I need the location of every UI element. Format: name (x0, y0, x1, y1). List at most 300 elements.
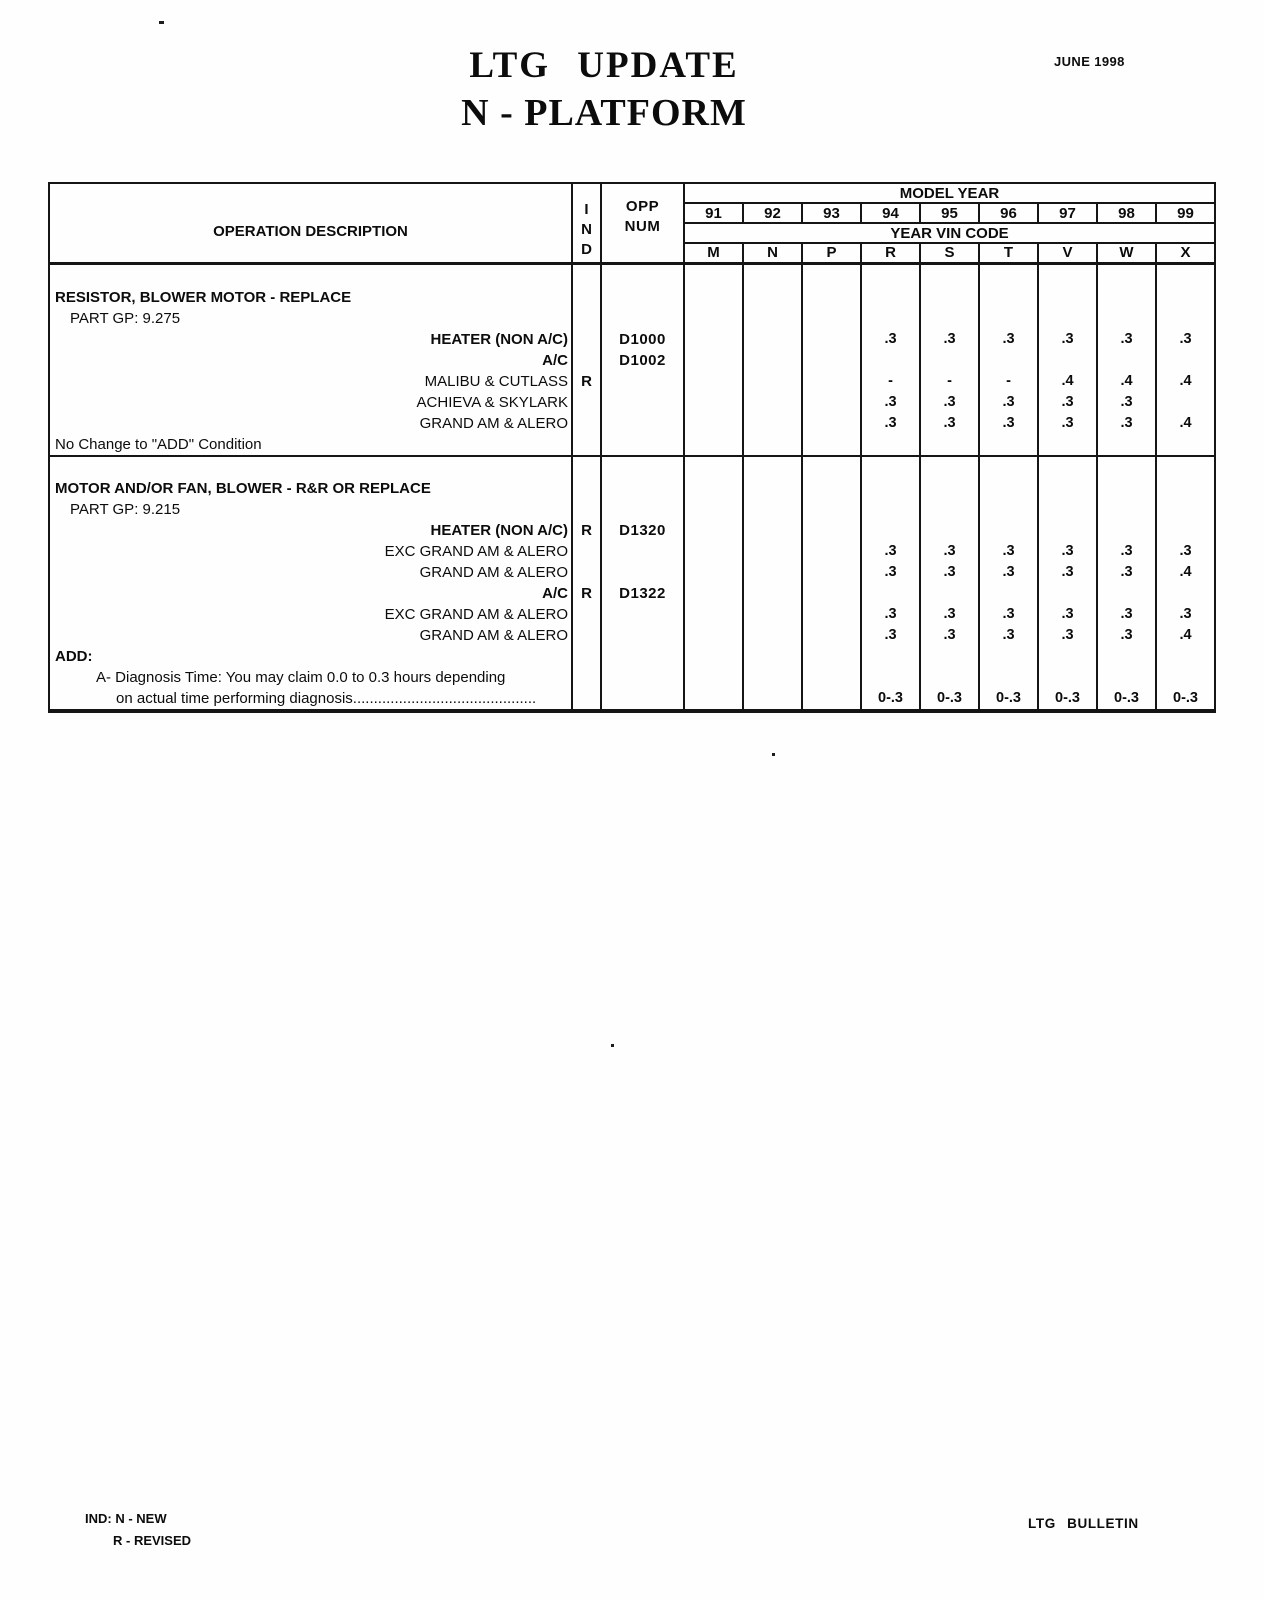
time-value-cell (1038, 263, 1097, 287)
col-header-operation-description: OPERATION DESCRIPTION (49, 183, 572, 263)
time-value-cell: .3 (1097, 625, 1156, 646)
time-value-cell: .3 (979, 541, 1038, 562)
time-value-cell: .3 (1038, 541, 1097, 562)
time-value-cell (802, 434, 861, 456)
opp-num-cell (601, 478, 684, 499)
time-value-cell (1038, 520, 1097, 541)
time-value-cell (802, 392, 861, 413)
time-value-cell (684, 308, 743, 329)
table-row (49, 646, 1215, 667)
opp-num-cell (601, 434, 684, 456)
time-value-cell (684, 688, 743, 711)
time-value-cell: .3 (1038, 604, 1097, 625)
ind-cell (572, 263, 601, 287)
opp-num-cell (601, 604, 684, 625)
ind-cell (572, 456, 601, 478)
model-year-group-header: MODEL YEAR (684, 183, 1215, 203)
time-value-cell: .3 (979, 329, 1038, 350)
time-value-cell (743, 478, 802, 499)
scan-speck (159, 21, 164, 24)
time-value-cell (861, 308, 920, 329)
table-row-blank (49, 263, 1215, 287)
operation-description-cell: GRAND AM & ALERO (49, 413, 572, 434)
time-value-cell (1156, 667, 1215, 688)
time-value-cell (743, 329, 802, 350)
time-value-cell (684, 263, 743, 287)
time-value-cell (684, 667, 743, 688)
opp-num-cell (601, 625, 684, 646)
time-value-cell (861, 434, 920, 456)
time-value-cell: - (979, 371, 1038, 392)
time-value-cell: .4 (1156, 371, 1215, 392)
time-value-cell (1097, 456, 1156, 478)
operation-description-cell: HEATER (NON A/C) (49, 329, 572, 350)
time-value-cell (684, 434, 743, 456)
time-value-cell: 0-.3 (979, 688, 1038, 711)
time-value-cell (802, 625, 861, 646)
time-value-cell (684, 350, 743, 371)
ind-cell: R (572, 520, 601, 541)
operation-description-cell: No Change to "ADD" Condition (49, 434, 572, 456)
time-value-cell (1097, 646, 1156, 667)
col-header-ind (572, 183, 601, 263)
time-value-cell (861, 350, 920, 371)
time-value-cell: .3 (861, 604, 920, 625)
time-value-cell (1038, 434, 1097, 456)
operation-description-cell: PART GP: 9.215 (49, 499, 572, 520)
time-value-cell (920, 434, 979, 456)
time-value-cell (1156, 308, 1215, 329)
time-value-cell: .3 (1097, 541, 1156, 562)
time-value-cell: .3 (861, 413, 920, 434)
time-value-cell (920, 308, 979, 329)
time-value-cell (1038, 646, 1097, 667)
time-value-cell (684, 371, 743, 392)
ind-cell (572, 434, 601, 456)
time-value-cell (743, 604, 802, 625)
ind-cell (572, 413, 601, 434)
time-value-cell (1156, 478, 1215, 499)
time-value-cell: .3 (1156, 329, 1215, 350)
time-value-cell (1038, 667, 1097, 688)
time-value-cell (743, 499, 802, 520)
time-value-cell (861, 263, 920, 287)
time-value-cell (802, 541, 861, 562)
time-value-cell: - (861, 371, 920, 392)
time-value-cell (802, 350, 861, 371)
ind-cell (572, 478, 601, 499)
opp-num-cell (601, 688, 684, 711)
year-header: 92 (743, 203, 802, 223)
vin-code-header: S (920, 243, 979, 263)
time-value-cell: .3 (861, 562, 920, 583)
time-value-cell (743, 413, 802, 434)
time-value-cell: .3 (979, 604, 1038, 625)
time-value-cell (802, 329, 861, 350)
time-value-cell (802, 478, 861, 499)
time-value-cell: .3 (920, 329, 979, 350)
time-value-cell (1156, 287, 1215, 308)
operation-description-cell: A/C (49, 350, 572, 371)
operation-description-cell: EXC GRAND AM & ALERO (49, 541, 572, 562)
ind-cell (572, 392, 601, 413)
table-row-blank (49, 456, 1215, 478)
time-value-cell (743, 646, 802, 667)
time-value-cell (684, 392, 743, 413)
time-value-cell (743, 392, 802, 413)
ind-letter: I (584, 200, 589, 218)
time-value-cell (1097, 499, 1156, 520)
opp-num-cell: D1320 (601, 520, 684, 541)
operation-description-cell: A/C (49, 583, 572, 604)
operation-description-cell: MALIBU & CUTLASS (49, 371, 572, 392)
time-value-cell (979, 456, 1038, 478)
time-value-cell: .3 (920, 413, 979, 434)
time-value-cell (1097, 478, 1156, 499)
table-row (49, 371, 1215, 392)
time-value-cell (802, 562, 861, 583)
time-value-cell (802, 308, 861, 329)
operation-description-cell: ADD: (49, 646, 572, 667)
time-value-cell (1038, 583, 1097, 604)
ind-cell (572, 541, 601, 562)
time-value-cell (802, 499, 861, 520)
time-value-cell (861, 646, 920, 667)
time-value-cell (684, 287, 743, 308)
time-value-cell (1156, 263, 1215, 287)
time-value-cell (802, 371, 861, 392)
time-value-cell (1097, 263, 1156, 287)
year-header: 99 (1156, 203, 1215, 223)
time-value-cell (979, 478, 1038, 499)
time-value-cell (1156, 434, 1215, 456)
time-value-cell (684, 499, 743, 520)
ind-legend-line-2: R - REVISED (113, 1533, 192, 1548)
table-row (49, 499, 1215, 520)
opp-num-cell (601, 413, 684, 434)
time-value-cell (979, 520, 1038, 541)
opp-num-cell: D1322 (601, 583, 684, 604)
table-row (49, 520, 1215, 541)
time-value-cell (861, 499, 920, 520)
time-value-cell (1097, 350, 1156, 371)
time-value-cell (979, 499, 1038, 520)
time-value-cell (920, 478, 979, 499)
table-row (49, 478, 1215, 499)
time-value-cell (743, 667, 802, 688)
time-value-cell: .3 (1156, 604, 1215, 625)
time-value-cell (1156, 583, 1215, 604)
opp-num-cell (601, 308, 684, 329)
ind-cell (572, 308, 601, 329)
time-value-cell (684, 478, 743, 499)
vin-code-header: N (743, 243, 802, 263)
time-value-cell (1038, 308, 1097, 329)
time-value-cell (979, 583, 1038, 604)
ind-cell (572, 499, 601, 520)
opp-num-cell (601, 646, 684, 667)
operation-description-cell: MOTOR AND/OR FAN, BLOWER - R&R OR REPLACE (49, 478, 572, 499)
table-row (49, 583, 1215, 604)
time-value-cell (920, 583, 979, 604)
time-value-cell (802, 604, 861, 625)
table-row (49, 562, 1215, 583)
time-value-cell (920, 287, 979, 308)
year-header: 94 (861, 203, 920, 223)
table-row (49, 434, 1215, 456)
table-row (49, 392, 1215, 413)
time-value-cell (1097, 434, 1156, 456)
vin-code-header: W (1097, 243, 1156, 263)
vin-code-group-header: YEAR VIN CODE (684, 223, 1215, 243)
ind-cell (572, 287, 601, 308)
time-value-cell (979, 350, 1038, 371)
time-value-cell (979, 646, 1038, 667)
time-value-cell (979, 287, 1038, 308)
time-value-cell (920, 350, 979, 371)
time-value-cell (743, 308, 802, 329)
time-value-cell (1156, 520, 1215, 541)
vin-code-header: P (802, 243, 861, 263)
time-value-cell: .3 (979, 413, 1038, 434)
time-value-cell (920, 499, 979, 520)
time-value-cell (743, 562, 802, 583)
time-value-cell (979, 667, 1038, 688)
time-value-cell (979, 263, 1038, 287)
time-value-cell (743, 371, 802, 392)
operation-description-cell: A- Diagnosis Time: You may claim 0.0 to 0.3 hours depending (49, 667, 572, 688)
time-value-cell (802, 287, 861, 308)
time-value-cell: - (920, 371, 979, 392)
time-value-cell (684, 456, 743, 478)
title-line-2: N - PLATFORM (461, 92, 747, 134)
time-value-cell (743, 520, 802, 541)
time-value-cell: .3 (1097, 392, 1156, 413)
time-value-cell: .3 (920, 562, 979, 583)
vin-code-header: V (1038, 243, 1097, 263)
vin-code-header: X (1156, 243, 1215, 263)
year-header: 98 (1097, 203, 1156, 223)
table-section-resistor-blower-motor (49, 263, 1215, 456)
table-section-motor-fan-blower (49, 456, 1215, 711)
time-value-cell (684, 625, 743, 646)
time-value-cell: 0-.3 (1038, 688, 1097, 711)
table-row (49, 667, 1215, 688)
ind-cell: R (572, 583, 601, 604)
col-header-opp-num (601, 183, 684, 263)
time-value-cell: .4 (1038, 371, 1097, 392)
time-value-cell: .3 (920, 604, 979, 625)
time-value-cell (1156, 350, 1215, 371)
time-value-cell (1097, 520, 1156, 541)
time-value-cell (1097, 287, 1156, 308)
time-value-cell (802, 583, 861, 604)
time-value-cell (1097, 583, 1156, 604)
title-line-1: LTG UPDATE (469, 45, 739, 86)
time-value-cell (1038, 499, 1097, 520)
ind-cell (572, 625, 601, 646)
table-row (49, 287, 1215, 308)
year-header: 93 (802, 203, 861, 223)
opp-num-cell (601, 499, 684, 520)
table-header (49, 183, 1215, 263)
table-row (49, 308, 1215, 329)
operation-description-cell (49, 263, 572, 287)
time-value-cell: .3 (861, 329, 920, 350)
time-value-cell (920, 456, 979, 478)
document-date: JUNE 1998 (1054, 54, 1125, 69)
ind-legend-line-1: IND: N - NEW (85, 1511, 167, 1526)
table-row (49, 688, 1215, 711)
time-value-cell (920, 646, 979, 667)
time-value-cell (1156, 392, 1215, 413)
time-value-cell: .3 (1097, 562, 1156, 583)
table-row (49, 329, 1215, 350)
time-value-cell (743, 263, 802, 287)
operation-description-cell: on actual time performing diagnosis............................................ (49, 688, 572, 711)
ind-letter: N (581, 220, 592, 238)
time-value-cell (861, 287, 920, 308)
time-value-cell: .3 (1097, 604, 1156, 625)
time-value-cell (979, 434, 1038, 456)
operation-description-cell: ACHIEVA & SKYLARK (49, 392, 572, 413)
time-value-cell: .3 (861, 541, 920, 562)
time-value-cell (920, 667, 979, 688)
bulletin-label: LTG BULLETIN (1028, 1516, 1139, 1531)
time-value-cell: .3 (1038, 329, 1097, 350)
time-value-cell (802, 263, 861, 287)
opp-num-cell (601, 667, 684, 688)
ind-legend (85, 1508, 191, 1552)
time-value-cell: .3 (1156, 541, 1215, 562)
time-value-cell (684, 413, 743, 434)
header-row-model-year (49, 183, 1215, 203)
time-value-cell: .3 (979, 625, 1038, 646)
time-value-cell (979, 308, 1038, 329)
table-row (49, 350, 1215, 371)
table-row (49, 604, 1215, 625)
opp-num-cell (601, 392, 684, 413)
time-value-cell: 0-.3 (861, 688, 920, 711)
time-value-cell (743, 434, 802, 456)
time-value-cell (861, 478, 920, 499)
time-value-cell (684, 329, 743, 350)
time-value-cell (743, 688, 802, 711)
opp-num-cell: D1000 (601, 329, 684, 350)
time-value-cell (743, 287, 802, 308)
ind-cell (572, 329, 601, 350)
time-value-cell (1038, 350, 1097, 371)
time-value-cell (684, 541, 743, 562)
time-value-cell (861, 456, 920, 478)
time-value-cell (743, 350, 802, 371)
opp-num-cell (601, 287, 684, 308)
opp-num-cell: D1002 (601, 350, 684, 371)
opp-num-cell (601, 562, 684, 583)
year-header: 91 (684, 203, 743, 223)
table-row (49, 541, 1215, 562)
time-value-cell (684, 604, 743, 625)
time-value-cell: 0-.3 (1156, 688, 1215, 711)
time-value-cell (920, 520, 979, 541)
time-value-cell (684, 583, 743, 604)
time-value-cell: .3 (1038, 392, 1097, 413)
time-value-cell: .4 (1156, 413, 1215, 434)
time-value-cell (743, 456, 802, 478)
ind-letter: D (581, 240, 592, 258)
vin-code-header: R (861, 243, 920, 263)
operation-description-cell: HEATER (NON A/C) (49, 520, 572, 541)
time-value-cell (802, 413, 861, 434)
time-value-cell: .3 (920, 625, 979, 646)
time-value-cell (1097, 308, 1156, 329)
ind-cell (572, 646, 601, 667)
vin-code-header: M (684, 243, 743, 263)
time-value-cell: .3 (1097, 413, 1156, 434)
operation-description-cell (49, 456, 572, 478)
time-value-cell (1038, 287, 1097, 308)
operation-description-cell: GRAND AM & ALERO (49, 562, 572, 583)
time-value-cell (802, 456, 861, 478)
vin-code-header: T (979, 243, 1038, 263)
year-header: 95 (920, 203, 979, 223)
time-value-cell: .3 (979, 392, 1038, 413)
time-value-cell (861, 520, 920, 541)
opp-num-cell (601, 263, 684, 287)
document-title (28, 46, 1180, 134)
time-value-cell (802, 646, 861, 667)
operation-description-cell: GRAND AM & ALERO (49, 625, 572, 646)
time-value-cell (802, 688, 861, 711)
ind-cell (572, 604, 601, 625)
time-value-cell (861, 583, 920, 604)
opp-num-cell (601, 541, 684, 562)
scan-speck (772, 753, 775, 756)
time-value-cell (920, 263, 979, 287)
time-value-cell (861, 667, 920, 688)
time-value-cell: .3 (1038, 562, 1097, 583)
time-value-cell (743, 541, 802, 562)
time-value-cell: .3 (861, 625, 920, 646)
ind-cell (572, 667, 601, 688)
time-value-cell: .3 (920, 392, 979, 413)
year-header: 96 (979, 203, 1038, 223)
operation-description-cell: RESISTOR, BLOWER MOTOR - REPLACE (49, 287, 572, 308)
ind-cell (572, 350, 601, 371)
time-value-cell (743, 625, 802, 646)
time-value-cell (1156, 646, 1215, 667)
scan-speck (611, 1044, 614, 1047)
time-value-cell: .3 (1038, 413, 1097, 434)
table-row (49, 625, 1215, 646)
time-value-cell (1156, 499, 1215, 520)
time-value-cell (684, 646, 743, 667)
time-value-cell: 0-.3 (1097, 688, 1156, 711)
time-value-cell (684, 562, 743, 583)
time-value-cell (1097, 667, 1156, 688)
opp-num-cell (601, 371, 684, 392)
ind-cell: R (572, 371, 601, 392)
time-value-cell: .3 (861, 392, 920, 413)
time-value-cell (1038, 456, 1097, 478)
ind-cell (572, 562, 601, 583)
time-value-cell (802, 520, 861, 541)
time-value-cell (743, 583, 802, 604)
time-value-cell: .4 (1156, 625, 1215, 646)
time-value-cell (1156, 456, 1215, 478)
time-value-cell (1038, 478, 1097, 499)
opp-num-cell (601, 456, 684, 478)
